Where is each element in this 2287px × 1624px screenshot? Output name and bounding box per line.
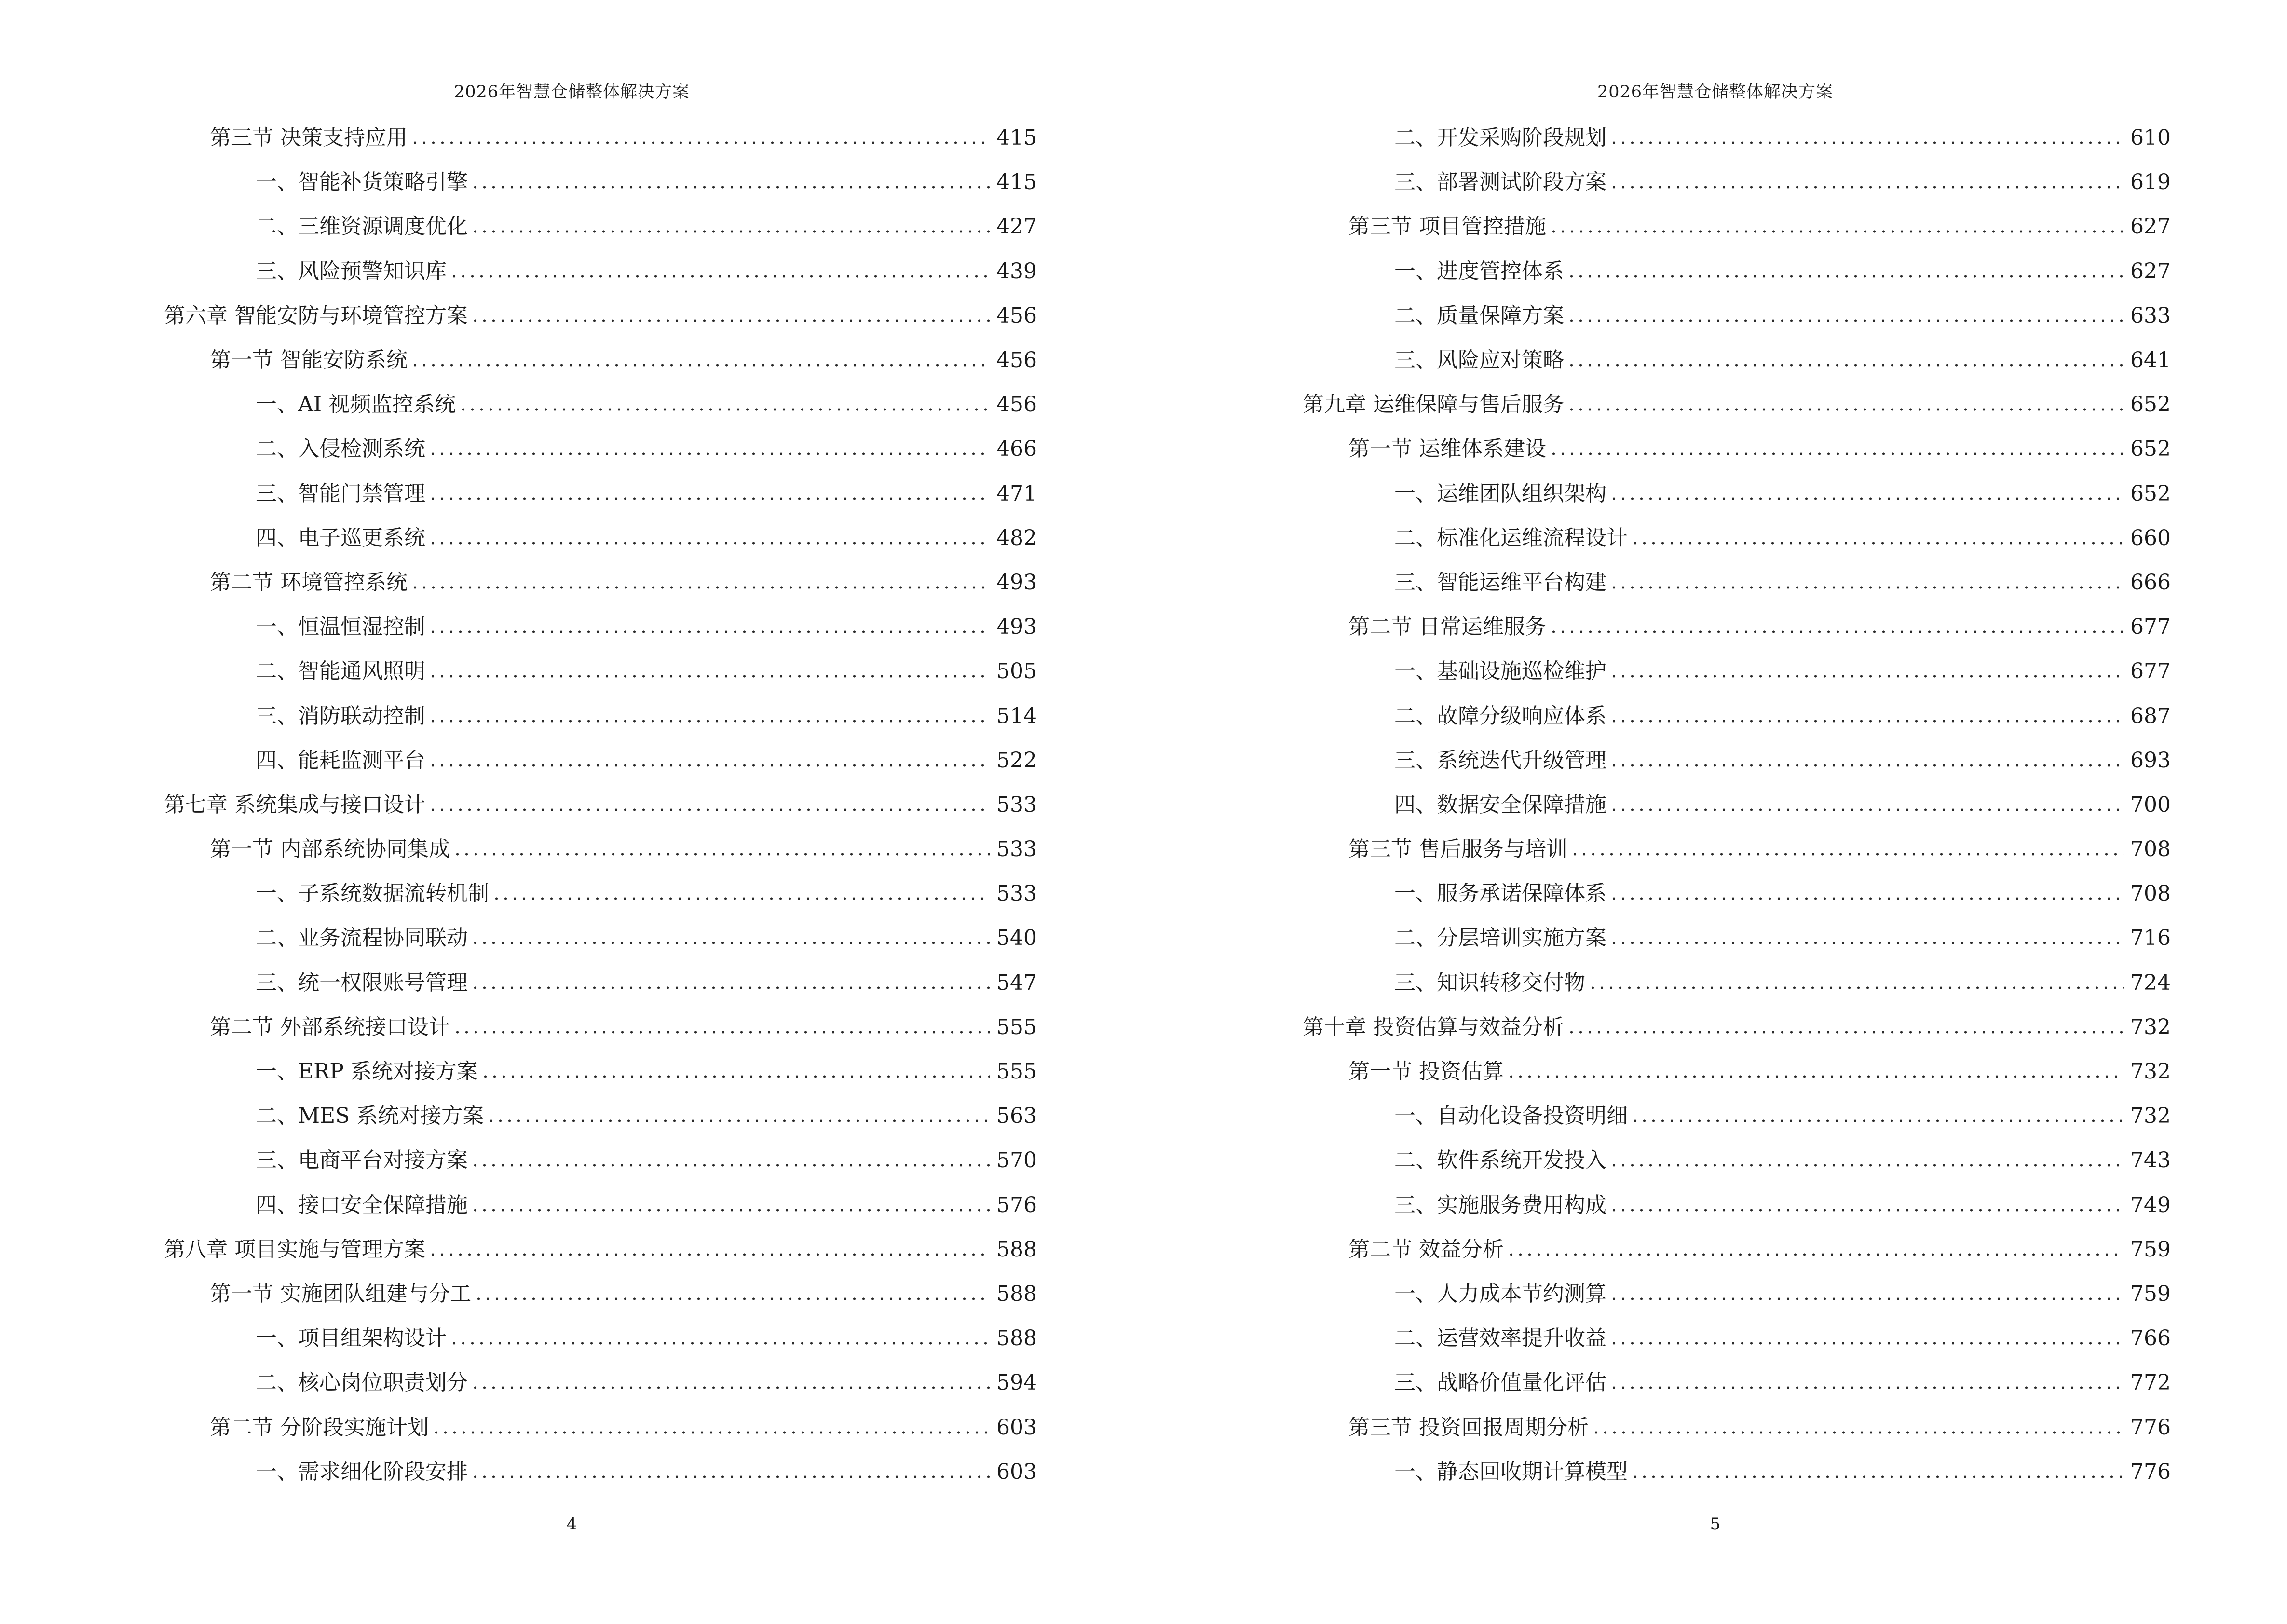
- toc-entry-title: 第三节 投资回报周期分析: [1348, 1415, 1589, 1440]
- dot-leader: [453, 853, 990, 856]
- dot-leader: [471, 319, 990, 322]
- toc-entry[interactable]: [1303, 694, 2171, 738]
- dot-leader: [428, 720, 990, 723]
- page-number: 4: [566, 1515, 577, 1534]
- toc-entry[interactable]: [164, 694, 1037, 738]
- dot-leader: [471, 1475, 990, 1478]
- toc-entry[interactable]: [164, 961, 1037, 1005]
- dot-leader: [428, 1253, 990, 1256]
- toc-entry-page-number: 456: [996, 303, 1037, 328]
- toc-entry[interactable]: [164, 1183, 1037, 1228]
- toc-entry[interactable]: [164, 249, 1037, 294]
- dot-leader: [1609, 186, 2124, 189]
- toc-entry-page-number: 505: [996, 659, 1037, 684]
- toc-entry-page-number: 749: [2130, 1192, 2171, 1217]
- toc-entry[interactable]: [164, 472, 1037, 516]
- toc-entry-page-number: 716: [2130, 926, 2171, 951]
- table-of-contents: [164, 116, 1037, 1494]
- toc-entry-page-number: 493: [996, 614, 1037, 640]
- dot-leader: [428, 675, 990, 678]
- toc-entry-title: 第八章 项目实施与管理方案: [164, 1237, 425, 1262]
- toc-entry-title: 二、故障分级响应体系: [1394, 703, 1606, 728]
- toc-entry-page-number: 732: [2130, 1059, 2171, 1084]
- toc-entry-title: 第二节 环境管控系统: [210, 570, 408, 595]
- dot-leader: [1507, 1075, 2124, 1078]
- toc-entry[interactable]: [164, 1405, 1037, 1449]
- toc-entry-title: 第二节 日常运维服务: [1348, 614, 1546, 640]
- dot-leader: [471, 230, 990, 233]
- toc-entry-page-number: 570: [996, 1148, 1037, 1173]
- toc-entry-title: 二、三维资源调度优化: [256, 214, 468, 239]
- toc-entry-title: 第二节 外部系统接口设计: [210, 1014, 450, 1039]
- dot-leader: [471, 1209, 990, 1212]
- toc-entry-page-number: 603: [996, 1415, 1037, 1440]
- toc-entry[interactable]: [1303, 1405, 2171, 1449]
- toc-entry-title: 三、统一权限账号管理: [256, 970, 468, 995]
- toc-entry-page-number: 700: [2130, 792, 2171, 817]
- toc-entry-title: 二、智能通风照明: [256, 659, 425, 684]
- toc-entry[interactable]: [1303, 294, 2171, 338]
- toc-entry[interactable]: [164, 1361, 1037, 1405]
- toc-entry-title: 三、知识转移交付物: [1394, 970, 1585, 995]
- toc-entry-page-number: 563: [996, 1104, 1037, 1129]
- toc-entry-title: 三、风险预警知识库: [256, 259, 447, 284]
- dot-leader: [1567, 319, 2124, 322]
- toc-entry[interactable]: [164, 1228, 1037, 1272]
- toc-entry[interactable]: [164, 116, 1037, 160]
- toc-entry[interactable]: [164, 783, 1037, 827]
- toc-entry-page-number: 610: [2130, 125, 2171, 150]
- toc-entry-page-number: 724: [2130, 970, 2171, 995]
- toc-entry-title: 一、人力成本节约测算: [1394, 1281, 1606, 1306]
- toc-entry[interactable]: [1303, 961, 2171, 1005]
- dot-leader: [1549, 452, 2124, 455]
- toc-entry-title: 一、静态回收期计算模型: [1394, 1459, 1628, 1484]
- toc-entry-page-number: 514: [996, 703, 1037, 728]
- dot-leader: [1609, 764, 2124, 767]
- toc-entry-page-number: 427: [996, 214, 1037, 239]
- toc-entry-page-number: 493: [996, 570, 1037, 595]
- dot-leader: [1609, 897, 2124, 900]
- toc-entry-title: 一、需求细化阶段安排: [256, 1459, 468, 1484]
- toc-entry-page-number: 759: [2130, 1281, 2171, 1306]
- dot-leader: [1567, 1031, 2124, 1034]
- toc-entry-title: 三、部署测试阶段方案: [1394, 170, 1606, 195]
- toc-entry[interactable]: [1303, 1094, 2171, 1138]
- toc-entry-title: 四、能耗监测平台: [256, 748, 425, 773]
- toc-entry[interactable]: [1303, 649, 2171, 694]
- toc-entry-title: 三、智能门禁管理: [256, 481, 425, 506]
- dot-leader: [471, 1164, 990, 1167]
- dot-leader: [481, 1075, 990, 1078]
- toc-entry-page-number: 677: [2130, 659, 2171, 684]
- toc-entry[interactable]: [1303, 1228, 2171, 1272]
- toc-entry-title: 四、电子巡更系统: [256, 525, 425, 550]
- dot-leader: [1609, 1297, 2124, 1300]
- dot-leader: [1609, 808, 2124, 811]
- dot-leader: [1631, 1119, 2124, 1122]
- toc-entry[interactable]: [164, 1005, 1037, 1050]
- toc-entry-page-number: 471: [996, 481, 1037, 506]
- toc-entry-page-number: 677: [2130, 614, 2171, 640]
- toc-entry-page-number: 652: [2130, 392, 2171, 417]
- toc-entry[interactable]: [164, 560, 1037, 605]
- toc-entry-page-number: 732: [2130, 1104, 2171, 1129]
- toc-entry-page-number: 772: [2130, 1370, 2171, 1395]
- toc-entry[interactable]: [1303, 1050, 2171, 1094]
- toc-entry-page-number: 540: [996, 926, 1037, 951]
- dot-leader: [1609, 141, 2124, 144]
- toc-entry-page-number: 743: [2130, 1148, 2171, 1173]
- toc-entry-title: 一、运维团队组织架构: [1394, 481, 1606, 506]
- toc-entry-title: 三、战略价值量化评估: [1394, 1370, 1606, 1395]
- dot-leader: [1609, 942, 2124, 944]
- toc-entry-title: 一、智能补货策略引擎: [256, 170, 468, 195]
- toc-entry[interactable]: [1303, 605, 2171, 649]
- toc-entry-page-number: 687: [2130, 703, 2171, 728]
- dot-leader: [428, 497, 990, 500]
- dot-leader: [1567, 408, 2124, 411]
- toc-entry-title: 第一节 内部系统协同集成: [210, 837, 450, 862]
- dot-leader: [1609, 586, 2124, 589]
- toc-entry-page-number: 619: [2130, 170, 2171, 195]
- toc-entry[interactable]: [164, 1094, 1037, 1138]
- toc-entry-title: 二、业务流程协同联动: [256, 926, 468, 951]
- dot-leader: [428, 808, 990, 811]
- toc-entry[interactable]: [164, 427, 1037, 471]
- toc-entry-title: 四、接口安全保障措施: [256, 1192, 468, 1217]
- toc-entry-title: 第二节 效益分析: [1348, 1237, 1504, 1262]
- toc-entry-page-number: 594: [996, 1370, 1037, 1395]
- dot-leader: [428, 764, 990, 767]
- dot-leader: [1609, 1386, 2124, 1389]
- toc-entry[interactable]: [164, 294, 1037, 338]
- toc-entry-page-number: 776: [2130, 1415, 2171, 1440]
- dot-leader: [1592, 1431, 2124, 1434]
- toc-entry-page-number: 533: [996, 792, 1037, 817]
- toc-entry-page-number: 759: [2130, 1237, 2171, 1262]
- toc-entry-title: 一、AI 视频监控系统: [256, 392, 456, 417]
- toc-entry-title: 三、系统迭代升级管理: [1394, 748, 1606, 773]
- toc-entry-title: 第一节 智能安防系统: [210, 348, 408, 373]
- toc-entry-title: 第三节 项目管控措施: [1348, 214, 1546, 239]
- toc-entry-title: 第九章 运维保障与售后服务: [1303, 392, 1564, 417]
- toc-entry-title: 一、自动化设备投资明细: [1394, 1104, 1628, 1129]
- dot-leader: [1588, 986, 2124, 989]
- toc-entry-page-number: 522: [996, 748, 1037, 773]
- toc-entry[interactable]: [164, 1316, 1037, 1361]
- toc-entry[interactable]: [164, 827, 1037, 872]
- toc-entry[interactable]: [1303, 205, 2171, 249]
- dot-leader: [471, 186, 990, 189]
- toc-entry-page-number: 415: [996, 125, 1037, 150]
- toc-entry-page-number: 533: [996, 837, 1037, 862]
- toc-entry-title: 一、恒温恒湿控制: [256, 614, 425, 640]
- dot-leader: [410, 586, 990, 589]
- toc-entry-page-number: 708: [2130, 837, 2171, 862]
- toc-entry-page-number: 732: [2130, 1014, 2171, 1039]
- toc-entry[interactable]: [1303, 472, 2171, 516]
- dot-leader: [459, 408, 990, 411]
- dot-leader: [1609, 675, 2124, 678]
- toc-entry[interactable]: [164, 916, 1037, 960]
- toc-entry-title: 二、软件系统开发投入: [1394, 1148, 1606, 1173]
- toc-entry[interactable]: [1303, 249, 2171, 294]
- dot-leader: [449, 275, 990, 278]
- toc-entry-title: 第十章 投资估算与效益分析: [1303, 1014, 1564, 1039]
- toc-entry-page-number: 652: [2130, 481, 2171, 506]
- toc-entry-title: 四、数据安全保障措施: [1394, 792, 1606, 817]
- toc-entry[interactable]: [1303, 427, 2171, 471]
- dot-leader: [453, 1031, 990, 1034]
- dot-leader: [1567, 275, 2124, 278]
- dot-leader: [410, 364, 990, 367]
- toc-entry-page-number: 555: [996, 1014, 1037, 1039]
- toc-entry[interactable]: [164, 1450, 1037, 1494]
- page-header: 2026年智慧仓储整体解决方案: [1597, 82, 1834, 102]
- toc-entry[interactable]: [164, 1050, 1037, 1094]
- toc-entry-page-number: 576: [996, 1192, 1037, 1217]
- toc-entry[interactable]: [1303, 1138, 2171, 1183]
- toc-entry-title: 三、电商平台对接方案: [256, 1148, 468, 1173]
- toc-entry-page-number: 627: [2130, 259, 2171, 284]
- dot-leader: [1609, 1342, 2124, 1345]
- toc-entry-title: 三、智能运维平台构建: [1394, 570, 1606, 595]
- toc-entry-page-number: 666: [2130, 570, 2171, 595]
- page-number: 5: [1710, 1515, 1721, 1534]
- toc-entry[interactable]: [1303, 1272, 2171, 1316]
- toc-entry-page-number: 641: [2130, 348, 2171, 373]
- toc-entry[interactable]: [164, 1272, 1037, 1316]
- toc-entry[interactable]: [1303, 783, 2171, 827]
- toc-entry[interactable]: [1303, 516, 2171, 560]
- toc-entry[interactable]: [164, 605, 1037, 649]
- toc-entry-title: 二、运营效率提升收益: [1394, 1326, 1606, 1351]
- toc-entry-title: 二、开发采购阶段规划: [1394, 125, 1606, 150]
- toc-entry[interactable]: [164, 738, 1037, 783]
- toc-entry-title: 二、入侵检测系统: [256, 437, 425, 462]
- toc-entry-title: 一、进度管控体系: [1394, 259, 1564, 284]
- toc-entry-page-number: 603: [996, 1459, 1037, 1484]
- toc-entry-title: 一、项目组架构设计: [256, 1326, 447, 1351]
- toc-entry[interactable]: [1303, 338, 2171, 382]
- toc-entry[interactable]: [1303, 1450, 2171, 1494]
- dot-leader: [1567, 364, 2124, 367]
- toc-entry[interactable]: [1303, 1183, 2171, 1228]
- dot-leader: [492, 897, 990, 900]
- toc-entry-title: 二、质量保障方案: [1394, 303, 1564, 328]
- toc-entry[interactable]: [164, 1138, 1037, 1183]
- page-header: 2026年智慧仓储整体解决方案: [453, 82, 690, 102]
- toc-entry-title: 第七章 系统集成与接口设计: [164, 792, 425, 817]
- dot-leader: [471, 942, 990, 944]
- toc-entry-title: 第一节 实施团队组建与分工: [210, 1281, 471, 1306]
- toc-entry-title: 三、风险应对策略: [1394, 348, 1564, 373]
- dot-leader: [487, 1119, 990, 1122]
- toc-entry-title: 二、MES 系统对接方案: [256, 1104, 484, 1129]
- toc-entry-page-number: 652: [2130, 437, 2171, 462]
- toc-entry[interactable]: [1303, 916, 2171, 960]
- dot-leader: [449, 1342, 990, 1345]
- toc-entry-title: 二、分层培训实施方案: [1394, 926, 1606, 951]
- toc-entry[interactable]: [1303, 1316, 2171, 1361]
- dot-leader: [410, 141, 990, 144]
- toc-entry[interactable]: [1303, 382, 2171, 427]
- dot-leader: [428, 630, 990, 633]
- toc-entry[interactable]: [164, 160, 1037, 205]
- toc-entry[interactable]: [164, 516, 1037, 560]
- toc-entry-title: 一、服务承诺保障体系: [1394, 881, 1606, 906]
- toc-entry-page-number: 555: [996, 1059, 1037, 1084]
- dot-leader: [1609, 720, 2124, 723]
- toc-entry-page-number: 588: [996, 1237, 1037, 1262]
- toc-entry-title: 三、实施服务费用构成: [1394, 1192, 1606, 1217]
- toc-entry-page-number: 533: [996, 881, 1037, 906]
- dot-leader: [1631, 542, 2124, 545]
- toc-entry-title: 三、消防联动控制: [256, 703, 425, 728]
- right-page: [1144, 0, 2287, 1624]
- toc-entry-title: 第三节 售后服务与培训: [1348, 837, 1567, 862]
- toc-entry-page-number: 415: [996, 170, 1037, 195]
- toc-entry[interactable]: [1303, 116, 2171, 160]
- toc-entry-title: 二、核心岗位职责划分: [256, 1370, 468, 1395]
- dot-leader: [428, 452, 990, 455]
- toc-entry-title: 第一节 投资估算: [1348, 1059, 1504, 1084]
- toc-entry[interactable]: [164, 649, 1037, 694]
- dot-leader: [1631, 1475, 2124, 1478]
- dot-leader: [1609, 1164, 2124, 1167]
- toc-entry[interactable]: [164, 872, 1037, 916]
- dot-leader: [474, 1297, 990, 1300]
- toc-entry-page-number: 693: [2130, 748, 2171, 773]
- toc-entry-title: 第二节 分阶段实施计划: [210, 1415, 429, 1440]
- toc-entry[interactable]: [164, 338, 1037, 382]
- dot-leader: [1549, 630, 2124, 633]
- toc-entry-title: 一、基础设施巡检维护: [1394, 659, 1606, 684]
- dot-leader: [432, 1431, 990, 1434]
- toc-entry-page-number: 439: [996, 259, 1037, 284]
- toc-entry[interactable]: [164, 205, 1037, 249]
- toc-entry-page-number: 482: [996, 525, 1037, 550]
- toc-entry-page-number: 547: [996, 970, 1037, 995]
- toc-entry[interactable]: [164, 382, 1037, 427]
- toc-entry-page-number: 766: [2130, 1326, 2171, 1351]
- toc-entry-page-number: 660: [2130, 525, 2171, 550]
- toc-entry-page-number: 588: [996, 1326, 1037, 1351]
- toc-entry[interactable]: [1303, 827, 2171, 872]
- dot-leader: [1609, 497, 2124, 500]
- dot-leader: [1549, 230, 2124, 233]
- dot-leader: [471, 1386, 990, 1389]
- dot-leader: [1570, 853, 2124, 856]
- toc-entry-page-number: 627: [2130, 214, 2171, 239]
- toc-entry-page-number: 588: [996, 1281, 1037, 1306]
- toc-entry-title: 第一节 运维体系建设: [1348, 437, 1546, 462]
- toc-entry-page-number: 633: [2130, 303, 2171, 328]
- toc-entry-page-number: 466: [996, 437, 1037, 462]
- dot-leader: [1609, 1209, 2124, 1212]
- toc-entry[interactable]: [1303, 160, 2171, 205]
- toc-entry-title: 第三节 决策支持应用: [210, 125, 408, 150]
- toc-entry-title: 二、标准化运维流程设计: [1394, 525, 1628, 550]
- toc-entry[interactable]: [1303, 1005, 2171, 1050]
- dot-leader: [428, 542, 990, 545]
- dot-leader: [471, 986, 990, 989]
- toc-entry-page-number: 708: [2130, 881, 2171, 906]
- toc-entry[interactable]: [1303, 1361, 2171, 1405]
- toc-entry[interactable]: [1303, 560, 2171, 605]
- toc-entry-page-number: 456: [996, 392, 1037, 417]
- table-of-contents: [1303, 116, 2171, 1494]
- toc-entry-page-number: 456: [996, 348, 1037, 373]
- toc-entry[interactable]: [1303, 872, 2171, 916]
- toc-entry-page-number: 776: [2130, 1459, 2171, 1484]
- toc-entry-title: 一、子系统数据流转机制: [256, 881, 489, 906]
- toc-entry[interactable]: [1303, 738, 2171, 783]
- toc-entry-title: 第六章 智能安防与环境管控方案: [164, 303, 468, 328]
- toc-entry-title: 一、ERP 系统对接方案: [256, 1059, 478, 1084]
- dot-leader: [1507, 1253, 2124, 1256]
